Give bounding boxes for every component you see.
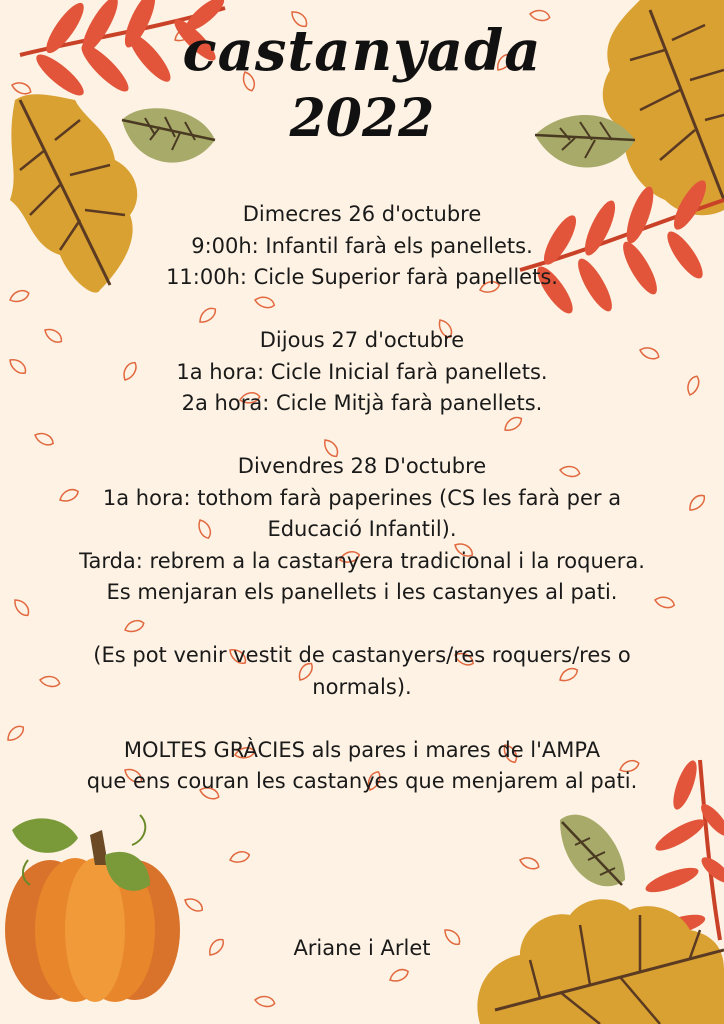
day-block-friday <box>20 451 704 609</box>
schedule-line: Es menjaran els panellets i les castanyes al pati. <box>106 580 618 604</box>
pumpkin-illustration <box>5 815 180 1002</box>
signature: Ariane i Arlet <box>293 936 431 960</box>
day-heading: Divendres 28 D'octubre <box>237 454 487 478</box>
note-line: normals). <box>312 674 412 699</box>
thanks-line: MOLTES GRÀCIES als pares i mares de l'AMPA <box>123 737 601 762</box>
schedule-line: Tarda: rebrem a la castanyera tradicional i la roquera. <box>79 548 645 573</box>
thanks-message <box>20 735 704 798</box>
title-line-1: castanyada <box>182 18 542 84</box>
schedule-content <box>20 199 704 798</box>
schedule-line: 1a hora: Cicle Inicial farà panellets. <box>176 359 548 384</box>
note-line: (Es pot venir vestit de castanyers/res roquers/res o <box>93 643 631 667</box>
title-year: 2022 <box>289 88 435 149</box>
schedule-line: 2a hora: Cicle Mitjà farà panellets. <box>181 391 543 415</box>
thanks-line: que ens couran les castanyes que menjarem al pati. <box>86 769 638 793</box>
day-heading: Dimecres 26 d'octubre <box>242 202 482 226</box>
green-leaf-bottom-right <box>560 815 625 887</box>
schedule-line: 11:00h: Cicle Superior farà panellets. <box>166 265 558 289</box>
schedule-line: 9:00h: Infantil farà els panellets. <box>191 233 533 258</box>
day-block-wednesday <box>20 199 704 294</box>
schedule-line: 1a hora: tothom farà paperines (CS les farà per a <box>102 485 622 510</box>
day-block-thursday <box>20 325 704 420</box>
costume-note <box>20 640 704 703</box>
day-heading: Dijous 27 d'octubre <box>259 328 465 352</box>
schedule-line: Educació Infantil). <box>267 517 457 541</box>
